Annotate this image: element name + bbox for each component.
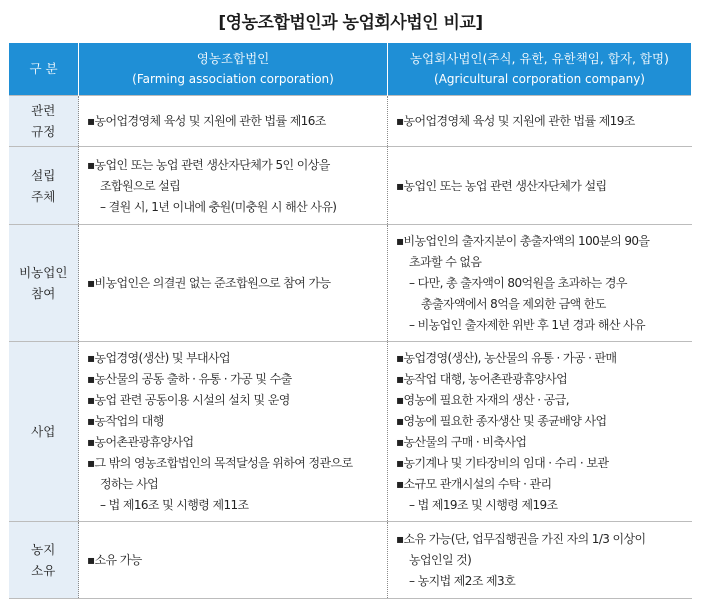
header-col2-en: (Agricultural corporation company) (434, 72, 645, 86)
farming-association-cell: ▪농어업경영체 육성 및 지원에 관한 법률 제16조 (79, 96, 388, 147)
row-category: 관련 규정 (9, 96, 79, 147)
comparison-table (8, 43, 692, 599)
row-category: 비농업인 참여 (9, 225, 79, 342)
farming-association-cell: ▪비농업인은 의결권 없는 준조합원으로 참여 가능 (79, 225, 388, 342)
table-row (9, 96, 692, 147)
header-agricultural-corporation (388, 43, 692, 96)
agricultural-corporation-cell: ▪농업경영(생산), 농산물의 유통 · 가공 · 판매 ▪농작업 대행, 농어촌관광휴양사업 ▪영농에 필요한 자재의 생산 · 공급, ▪영농에 필요한 종자생산 및 종균배양 사업 ▪농산물의 구매 · 비축사업 ▪농기계나 및 기타장비의 임대 · 수리 · 보관 ▪소규모 관개시설의 수탁 · 관리 – 법 제19조 및 시행령 제19조 (388, 342, 692, 522)
table-row (9, 147, 692, 225)
agricultural-corporation-cell: ▪비농업인의 출자지분이 총출자액의 100분의 90을 초과할 수 없음 – 다만, 총 출자액이 80억원을 초과하는 경우 총출자액에서 8억을 제외한 금액 한도 – 비농업인 출자제한 위반 후 1년 경과 해산 사유 (388, 225, 692, 342)
farming-association-cell: ▪농업인 또는 농업 관련 생산자단체가 5인 이상을 조합원으로 설립 – 결원 시, 1년 이내에 충원(미충원 시 해산 사유) (79, 147, 388, 225)
row-category: 사업 (9, 342, 79, 522)
table-row (9, 225, 692, 342)
agricultural-corporation-cell: ▪농어업경영체 육성 및 지원에 관한 법률 제19조 (388, 96, 692, 147)
farming-association-cell: ▪소유 가능 (79, 522, 388, 599)
header-col2-name: 농업회사법인(주식, 유한, 유한책임, 합자, 합명) (410, 51, 669, 66)
header-col1-en: (Farming association corporation) (132, 72, 334, 86)
header-row (9, 43, 692, 96)
table-row (9, 342, 692, 522)
agricultural-corporation-cell: ▪소유 가능(단, 업무집행권을 가진 자의 1/3 이상이 농업인일 것) – 농지법 제2조 제3호 (388, 522, 692, 599)
table-row (9, 522, 692, 599)
row-category: 설립 주체 (9, 147, 79, 225)
header-farming-association (79, 43, 388, 96)
farming-association-cell: ▪농업경영(생산) 및 부대사업 ▪농산물의 공동 출하 · 유통 · 가공 및 수출 ▪농업 관련 공동이용 시설의 설치 및 운영 ▪농작업의 대행 ▪농어촌관광휴양사업 ▪그 밖의 영농조합법인의 목적달성을 위하여 정관으로 정하는 사업 – 법 제16조 및 시행령 제11조 (79, 342, 388, 522)
row-category: 농지 소유 (9, 522, 79, 599)
table-title: [영농조합법인과 농업회사법인 비교] (218, 13, 483, 33)
agricultural-corporation-cell: ▪농업인 또는 농업 관련 생산자단체가 설립 (388, 147, 692, 225)
header-category: 구 분 (9, 43, 79, 96)
header-col1-name: 영농조합법인 (196, 51, 270, 66)
